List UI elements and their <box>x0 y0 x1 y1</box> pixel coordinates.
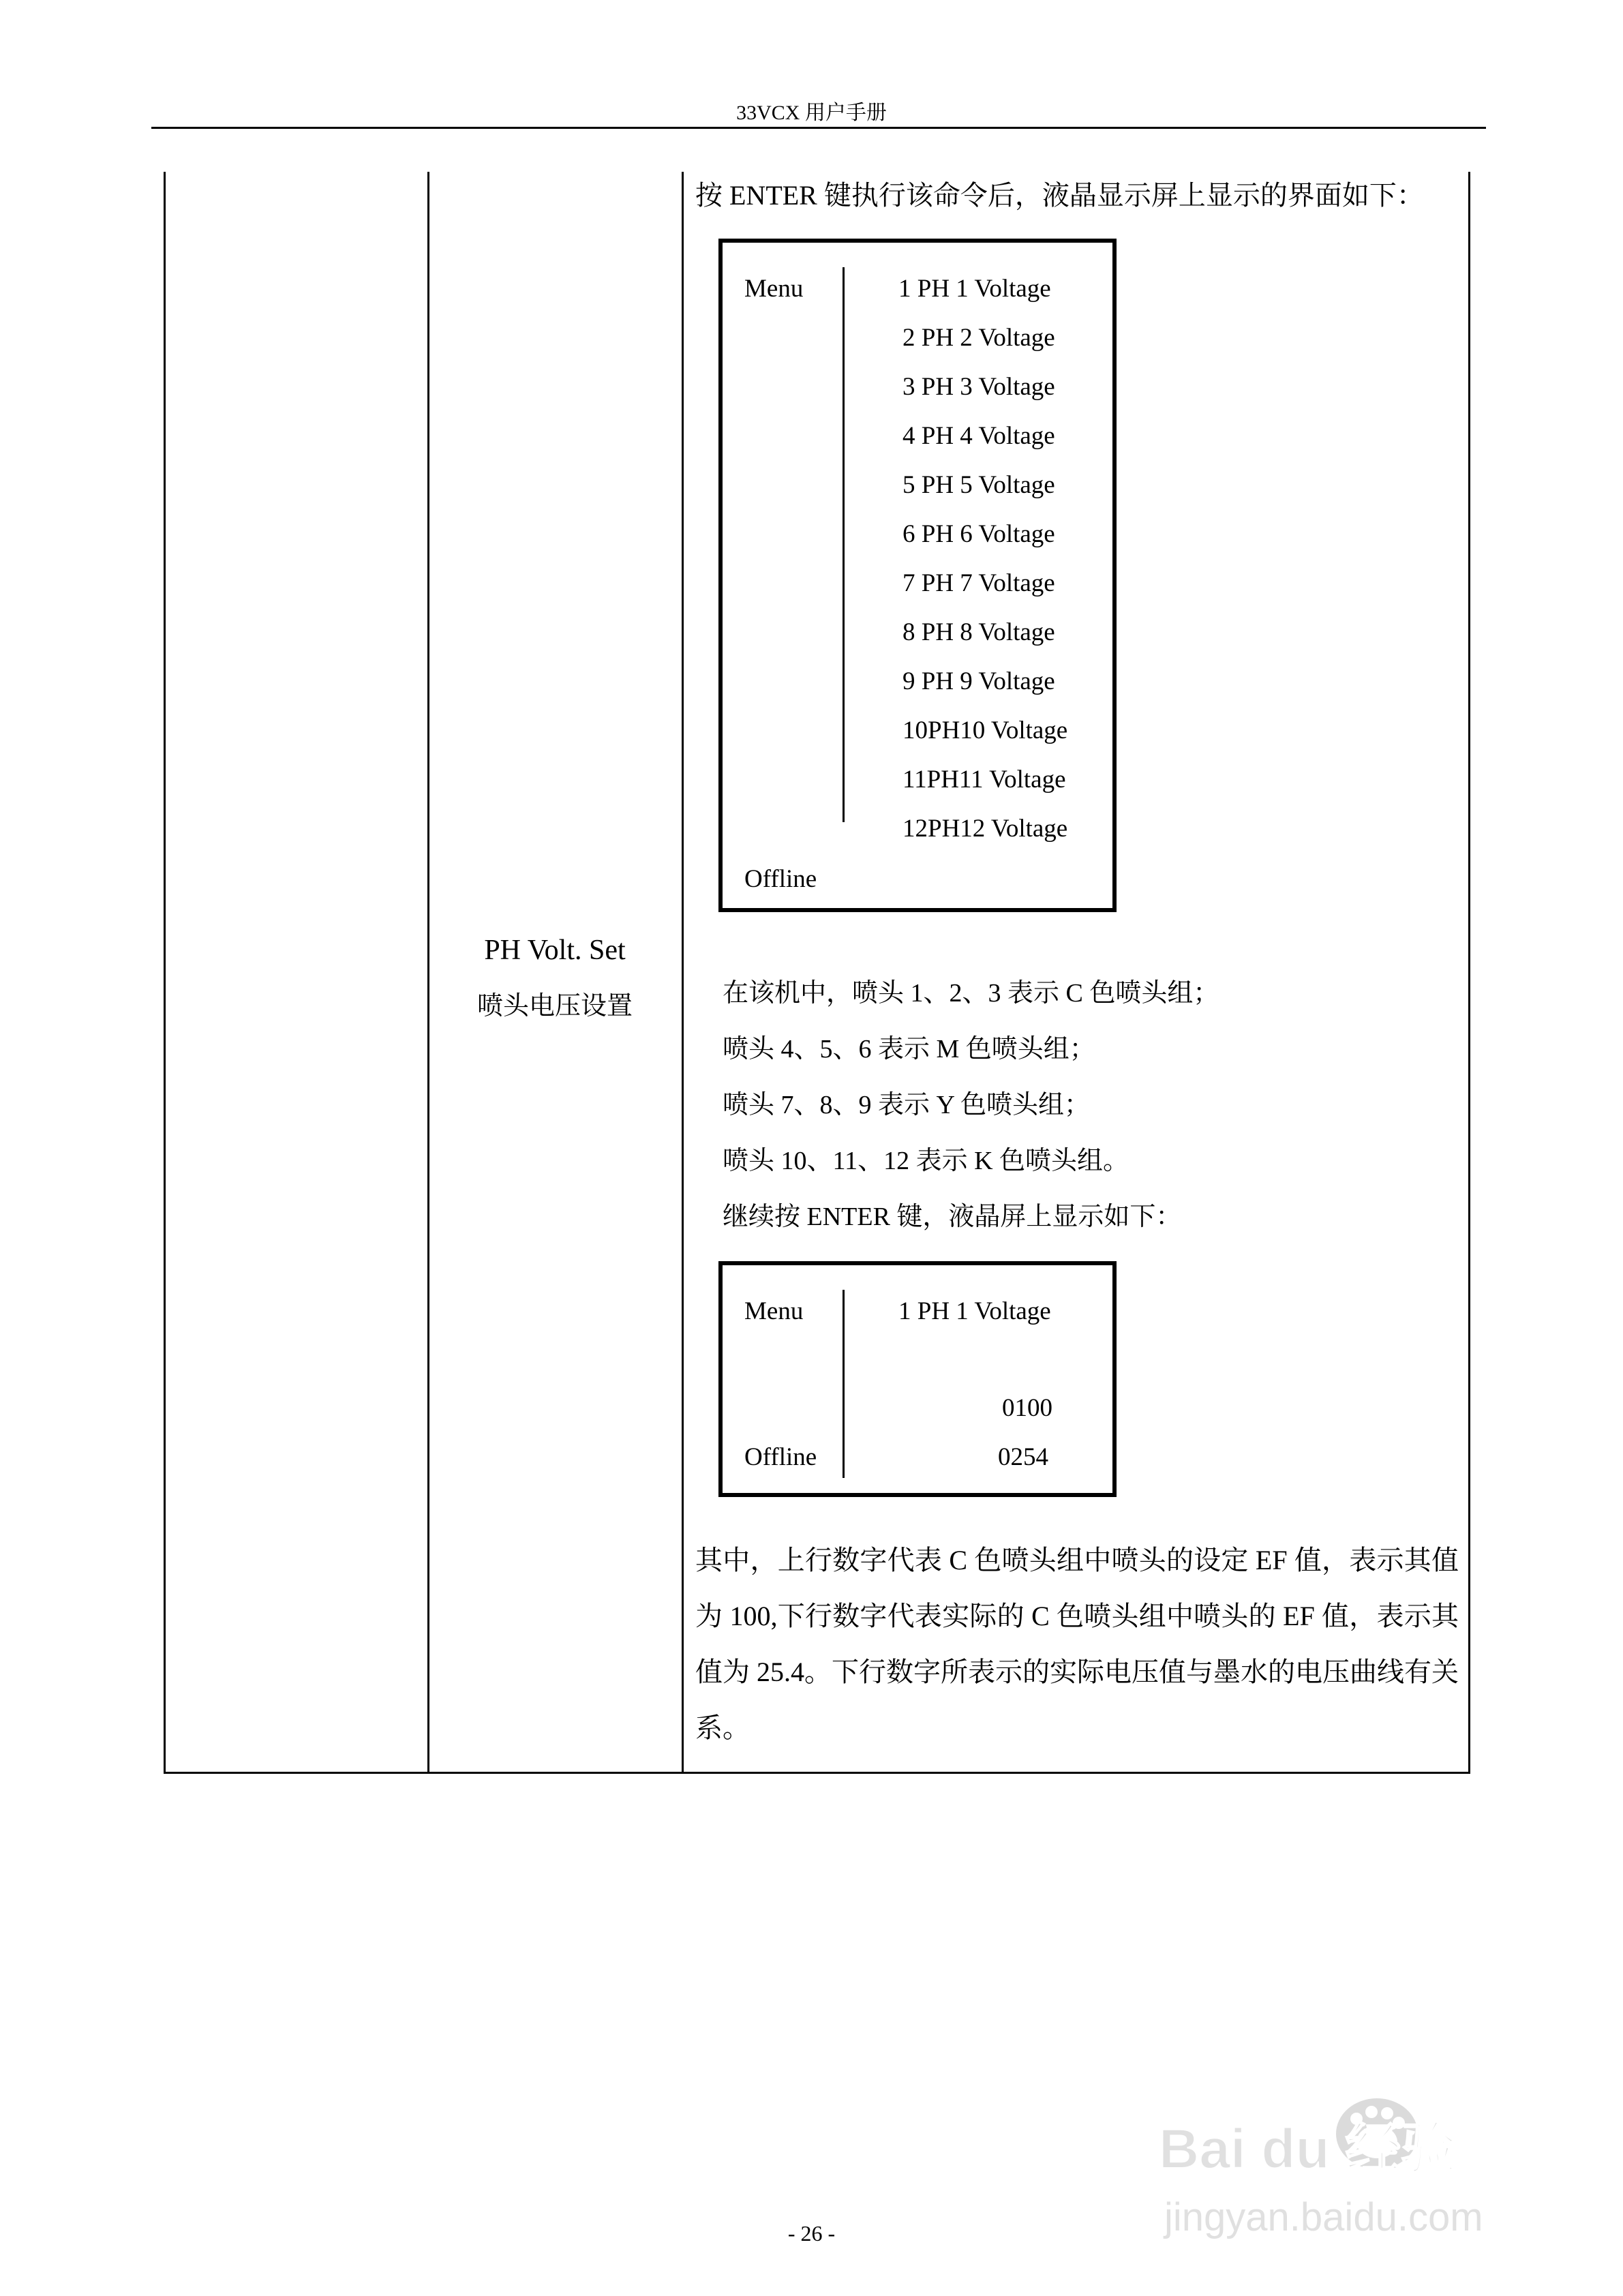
explanation-paragraph: 其中，上行数字代表 C 色喷头组中喷头的设定 EF 值，表示其值为 100,下行数字代表实际的 C 色喷头组中喷头的 EF 值，表示其值为 25.4。下行数字所表示的实际电压值与墨水的电压曲线有关系。 <box>695 1545 1459 1743</box>
baidu-jingyan-watermark <box>1152 2086 1534 2243</box>
lcd-offline-label: Offline <box>744 865 817 893</box>
table-border-right <box>1468 172 1470 1774</box>
lcd-item: 10PH10 Voltage <box>902 716 1068 744</box>
lcd-item: 9 PH 9 Voltage <box>902 667 1055 695</box>
lcd-menu-label: Menu <box>744 1297 804 1325</box>
lcd-item: 11PH11 Voltage <box>902 766 1066 794</box>
row-label-chinese: 喷头电压设置 <box>476 992 633 1021</box>
lcd-item: 8 PH 8 Voltage <box>902 618 1055 646</box>
lcd-screen-voltage-value <box>718 1261 1117 1497</box>
lcd-menu-label: Menu <box>744 275 804 303</box>
lcd-item: 12PH12 Voltage <box>902 815 1068 843</box>
lcd-item: 1 PH 1 Voltage <box>898 275 1051 303</box>
table-border-bottom <box>164 1772 1470 1774</box>
watermark-url: jingyan.baidu.com <box>1164 2195 1483 2239</box>
lcd-offline-label: Offline <box>744 1443 817 1471</box>
header-rule <box>151 127 1486 129</box>
lcd-item: 5 PH 5 Voltage <box>902 471 1055 499</box>
note-line: 喷头 4、5、6 表示 M 色喷头组； <box>723 1035 1095 1063</box>
table-divider-2 <box>682 172 684 1774</box>
lcd-voltage-title: 1 PH 1 Voltage <box>898 1297 1051 1325</box>
lcd-actual-value: 0254 <box>998 1443 1048 1471</box>
row-label-english: PH Volt. Set <box>484 935 626 966</box>
lcd-divider <box>843 1290 845 1478</box>
row-label <box>428 0 682 1772</box>
lcd-item: 7 PH 7 Voltage <box>902 569 1055 597</box>
note-line: 喷头 7、8、9 表示 Y 色喷头组； <box>723 1091 1091 1119</box>
lcd-screen-menu-list <box>718 239 1117 912</box>
note-line: 喷头 10、11、12 表示 K 色喷头组。 <box>723 1147 1129 1175</box>
lcd-item: 3 PH 3 Voltage <box>902 373 1055 401</box>
intro-text: 按 ENTER 键执行该命令后，液晶显示屏上显示的界面如下： <box>695 180 1424 211</box>
lcd-set-value: 0100 <box>1002 1394 1052 1422</box>
page-number: - 26 - <box>787 2221 836 2246</box>
lcd-item: 2 PH 2 Voltage <box>902 324 1055 352</box>
note-line: 在该机中，喷头 1、2、3 表示 C 色喷头组； <box>723 979 1219 1008</box>
lcd-item: 6 PH 6 Voltage <box>902 520 1055 548</box>
lcd-divider <box>843 267 845 822</box>
lcd-item: 4 PH 4 Voltage <box>902 422 1055 450</box>
note-line: 继续按 ENTER 键，液晶屏上显示如下： <box>723 1203 1182 1231</box>
watermark-brand: Bai du 经验 <box>1159 2118 1457 2180</box>
table-border-left <box>164 172 166 1774</box>
document-header-title: 33VCX 用户手册 <box>736 102 887 124</box>
